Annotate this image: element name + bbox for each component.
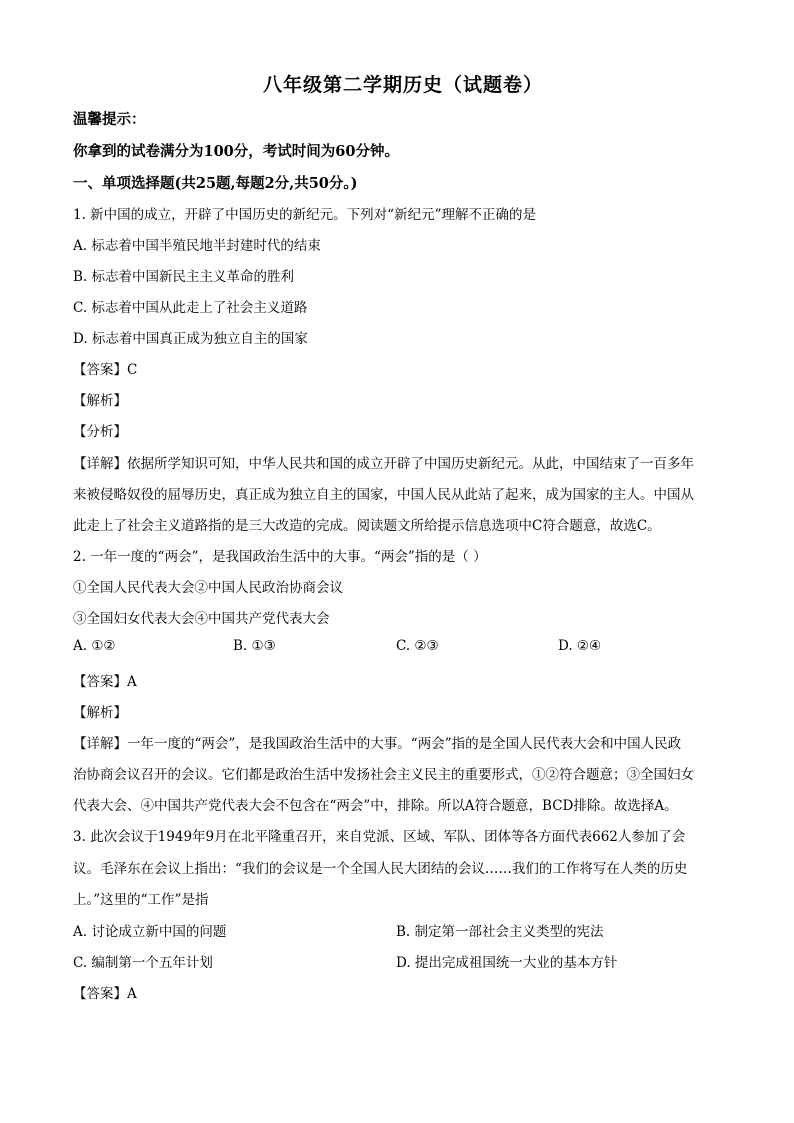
question-2-answer: 【答案】A	[73, 674, 137, 690]
page-title: 八年级第二学期历史（试题卷）	[262, 74, 543, 96]
question-1-option-d: D. 标志着中国真正成为独立自主的国家	[73, 331, 308, 347]
question-2-items-line: ③全国妇女代表大会④中国共产党代表大会	[73, 611, 330, 627]
question-2-detail-line: 代表大会、④中国共产党代表大会不包含在“两会”中，排除。所以A符合题意，BCD排除。故选择A。	[73, 798, 678, 814]
notice-text: 你拿到的试卷满分为100分，考试时间为60分钟。	[73, 143, 399, 160]
question-1-detail-line: 此走上了社会主义道路指的是三大改造的完成。阅读题文所给提示信息选项中C符合题意，故选C。	[73, 518, 661, 534]
question-1-option-c: C. 标志着中国从此走上了社会主义道路	[73, 300, 308, 316]
question-3-option-d: D. 提出完成祖国统一大业的基本方针	[396, 955, 618, 971]
question-1-stem: 1. 新中国的成立，开辟了中国历史的新纪元。下列对“新纪元”理解不正确的是	[73, 207, 536, 223]
question-1-fenxi: 【分析】	[73, 424, 127, 440]
question-2-option-d: D. ②④	[558, 638, 602, 654]
question-1-option-b: B. 标志着中国新民主主义革命的胜利	[73, 269, 295, 285]
question-3-answer: 【答案】A	[73, 986, 137, 1002]
question-2-option-c: C. ②③	[396, 638, 439, 654]
question-2-analysis: 【解析】	[73, 705, 127, 721]
question-3-option-a: A. 讨论成立新中国的问题	[73, 924, 227, 940]
question-1-detail-line: 【详解】依据所学知识可知，中华人民共和国的成立开辟了中国历史新纪元。从此，中国结束了一百多年	[73, 456, 694, 472]
question-3-stem-line: 3. 此次会议于1949年9月在北平隆重召开，来自党派、区域、军队、团体等各方面代表662人参加了会	[73, 829, 686, 845]
question-1-option-a: A. 标志着中国半殖民地半封建时代的结束	[73, 238, 321, 254]
question-2-option-b: B. ①③	[233, 638, 276, 654]
question-2-option-a: A. ①②	[73, 638, 116, 654]
question-3-option-b: B. 制定第一部社会主义类型的宪法	[396, 924, 604, 940]
question-2-detail-line: 【详解】一年一度的“两会”，是我国政治生活中的大事。“两会”指的是全国人民代表大会和中国人民政	[73, 736, 682, 752]
question-1-answer: 【答案】C	[73, 362, 138, 378]
section-heading: 一、单项选择题(共25题,每题2分,共50分。)	[73, 175, 358, 192]
question-3-stem-line: 议。毛泽东在会议上指出：“我们的会议是一个全国人民大团结的会议……我们的工作将写在人类的历史	[73, 861, 688, 877]
question-1-analysis: 【解析】	[73, 393, 127, 409]
question-2-stem: 2. 一年一度的“两会”，是我国政治生活中的大事。“两会”指的是（ ）	[73, 549, 487, 565]
question-3-option-c: C. 编制第一个五年计划	[73, 955, 213, 971]
question-2-detail-line: 治协商会议召开的会议。它们都是政治生活中发扬社会主义民主的重要形式，①②符合题意；③全国妇女	[73, 767, 694, 783]
question-1-detail-line: 来被侵略奴役的屈辱历史，真正成为独立自主的国家，中国人民从此站了起来，成为国家的主人。中国从	[73, 487, 694, 503]
question-2-items-line: ①全国人民代表大会②中国人民政治协商会议	[73, 580, 343, 596]
notice-label: 温馨提示：	[73, 111, 146, 128]
question-3-stem-line: 上。”这里的“工作”是指	[73, 892, 209, 908]
